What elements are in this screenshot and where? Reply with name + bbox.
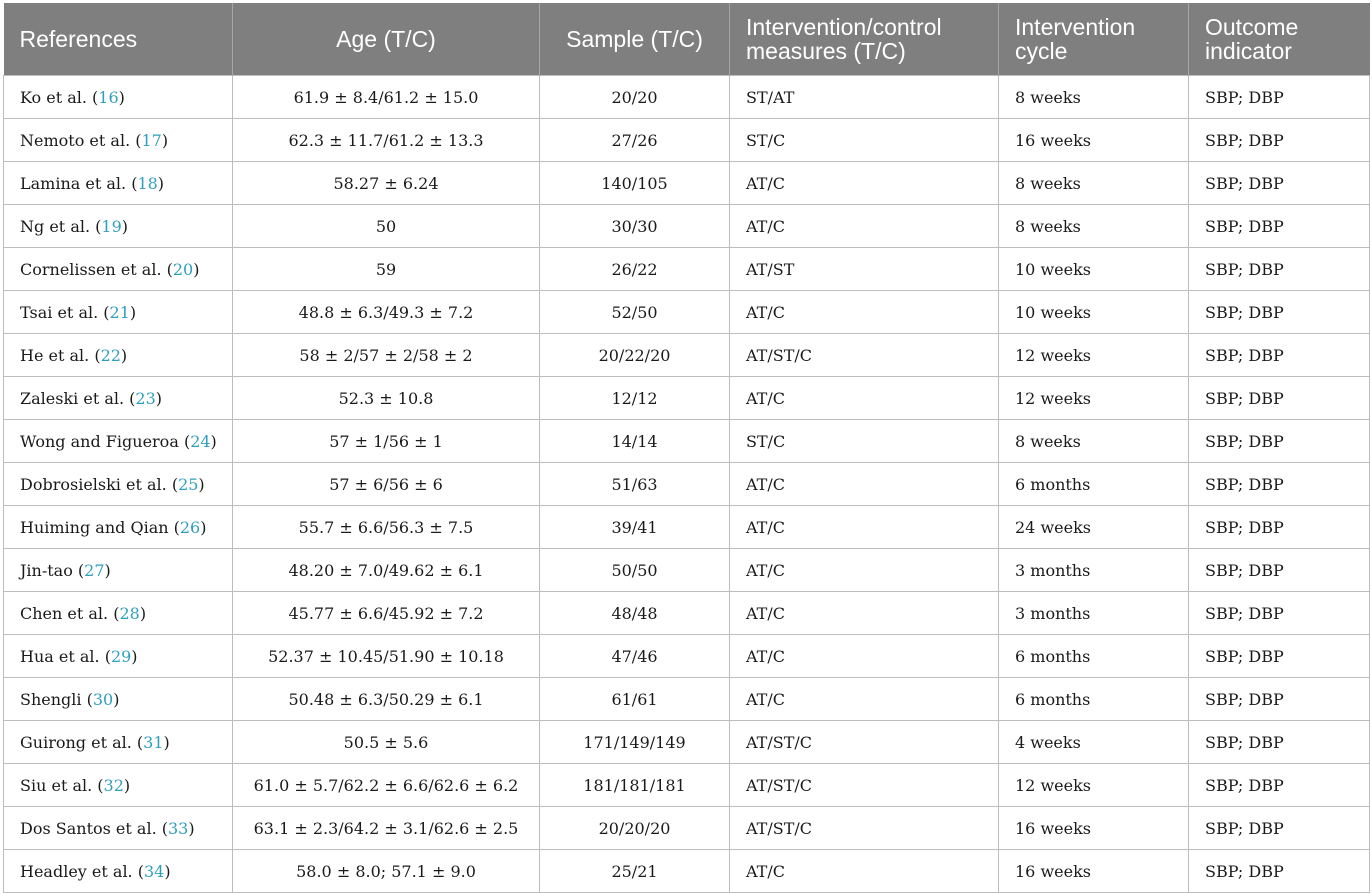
reference-link[interactable]: 19 <box>101 216 122 236</box>
cell-sample: 39/41 <box>540 506 730 549</box>
reference-close: ) <box>123 775 131 795</box>
cell-cycle: 6 months <box>999 678 1189 721</box>
reference-link[interactable]: 28 <box>119 603 140 623</box>
cell-outcome: SBP; DBP <box>1189 807 1370 850</box>
cell-age: 50 <box>233 205 540 248</box>
table-row <box>4 76 1370 119</box>
reference-close: ) <box>120 345 128 365</box>
reference-close: ) <box>104 560 111 580</box>
cell-intervention: AT/C <box>730 635 999 678</box>
reference-name: Dos Santos et al. ( <box>20 818 168 838</box>
reference-name: Dobrosielski et al. ( <box>20 474 179 494</box>
reference-name: Ko et al. ( <box>20 87 99 107</box>
cell-sample: 20/22/20 <box>540 334 730 377</box>
cell-sample: 48/48 <box>540 592 730 635</box>
reference-link[interactable]: 20 <box>172 259 194 279</box>
cell-age: 58 ± 2/57 ± 2/58 ± 2 <box>233 334 540 377</box>
reference-link[interactable]: 16 <box>98 87 119 107</box>
table-row <box>4 506 1370 549</box>
cell-outcome: SBP; DBP <box>1189 463 1370 506</box>
cell-cycle: 24 weeks <box>999 506 1189 549</box>
reference-close: ) <box>193 259 200 279</box>
cell-age: 45.77 ± 6.6/45.92 ± 7.2 <box>233 592 540 635</box>
reference-close: ) <box>155 388 163 408</box>
cell-intervention: AT/C <box>730 162 999 205</box>
cell-reference <box>4 162 233 205</box>
cell-intervention: AT/C <box>730 850 999 893</box>
reference-close: ) <box>129 302 137 322</box>
reference-close: ) <box>210 431 217 451</box>
cell-reference <box>4 764 233 807</box>
table-row <box>4 635 1370 678</box>
cell-intervention: AT/C <box>730 549 999 592</box>
cell-cycle: 16 weeks <box>999 119 1189 162</box>
reference-link[interactable]: 31 <box>143 732 164 752</box>
cell-intervention: AT/C <box>730 291 999 334</box>
header-sample: Sample (T/C) <box>540 3 730 76</box>
reference-name: Cornelissen et al. ( <box>20 259 173 279</box>
cell-reference <box>4 721 233 764</box>
cell-age: 52.37 ± 10.45/51.90 ± 10.18 <box>233 635 540 678</box>
table-row <box>4 549 1370 592</box>
table-row <box>4 291 1370 334</box>
cell-sample: 50/50 <box>540 549 730 592</box>
header-references: References <box>4 3 233 76</box>
reference-name: Lamina et al. ( <box>20 173 138 193</box>
header-outcome: Outcome indicator <box>1205 14 1299 64</box>
cell-age: 61.0 ± 5.7/62.2 ± 6.6/62.6 ± 6.2 <box>233 764 540 807</box>
reference-close: ) <box>188 818 195 838</box>
cell-outcome: SBP; DBP <box>1189 549 1370 592</box>
reference-link[interactable]: 21 <box>109 302 130 322</box>
cell-cycle: 16 weeks <box>999 850 1189 893</box>
cell-cycle: 10 weeks <box>999 291 1189 334</box>
cell-reference <box>4 807 233 850</box>
cell-outcome: SBP; DBP <box>1189 334 1370 377</box>
cell-reference <box>4 592 233 635</box>
header-intervention: Intervention/control measures (T/C) <box>730 3 999 76</box>
table-row <box>4 463 1370 506</box>
cell-reference <box>4 635 233 678</box>
reference-close: ) <box>200 517 207 537</box>
cell-sample: 27/26 <box>540 119 730 162</box>
reference-close: ) <box>113 689 120 709</box>
cell-intervention: AT/ST/C <box>730 721 999 764</box>
header-age: Age (T/C) <box>233 3 540 76</box>
cell-intervention: AT/C <box>730 592 999 635</box>
cell-sample: 51/63 <box>540 463 730 506</box>
table-row <box>4 162 1370 205</box>
cell-cycle: 6 months <box>999 635 1189 678</box>
reference-name: Wong and Figueroa ( <box>20 431 191 451</box>
table-row <box>4 764 1370 807</box>
cell-outcome: SBP; DBP <box>1189 248 1370 291</box>
cell-cycle: 3 months <box>999 592 1189 635</box>
cell-intervention: AT/C <box>730 463 999 506</box>
cell-intervention: AT/ST/C <box>730 764 999 807</box>
table-body <box>4 76 1370 893</box>
cell-intervention: AT/C <box>730 377 999 420</box>
cell-sample: 12/12 <box>540 377 730 420</box>
cell-cycle: 8 weeks <box>999 420 1189 463</box>
cell-reference <box>4 420 233 463</box>
cell-sample: 30/30 <box>540 205 730 248</box>
cell-reference <box>4 678 233 721</box>
cell-reference <box>4 850 233 893</box>
cell-outcome: SBP; DBP <box>1189 420 1370 463</box>
cell-intervention: AT/ST/C <box>730 807 999 850</box>
cell-age: 52.3 ± 10.8 <box>233 377 540 420</box>
cell-cycle: 12 weeks <box>999 377 1189 420</box>
reference-link[interactable]: 33 <box>167 818 189 838</box>
cell-age: 62.3 ± 11.7/61.2 ± 13.3 <box>233 119 540 162</box>
cell-cycle: 10 weeks <box>999 248 1189 291</box>
cell-outcome: SBP; DBP <box>1189 678 1370 721</box>
table-row <box>4 420 1370 463</box>
reference-link[interactable]: 30 <box>92 689 114 709</box>
cell-cycle: 6 months <box>999 463 1189 506</box>
table-row <box>4 205 1370 248</box>
table-container <box>3 3 1369 893</box>
cell-reference <box>4 291 233 334</box>
reference-close: ) <box>198 474 205 494</box>
reference-link[interactable]: 18 <box>137 173 158 193</box>
reference-name: Guirong et al. ( <box>20 732 144 752</box>
cell-sample: 61/61 <box>540 678 730 721</box>
studies-table <box>3 3 1370 893</box>
reference-name: Zaleski et al. ( <box>20 388 136 408</box>
reference-link[interactable]: 29 <box>110 646 132 666</box>
cell-cycle: 8 weeks <box>999 76 1189 119</box>
reference-close: ) <box>164 861 171 881</box>
cell-intervention: AT/ST <box>730 248 999 291</box>
reference-close: ) <box>131 646 138 666</box>
cell-sample: 181/181/181 <box>540 764 730 807</box>
reference-name: Ng et al. ( <box>20 216 102 236</box>
cell-sample: 47/46 <box>540 635 730 678</box>
cell-reference <box>4 506 233 549</box>
reference-link[interactable]: 26 <box>179 517 201 537</box>
cell-outcome: SBP; DBP <box>1189 119 1370 162</box>
cell-reference <box>4 549 233 592</box>
header-row <box>4 3 1370 76</box>
reference-close: ) <box>161 130 169 150</box>
cell-cycle: 8 weeks <box>999 205 1189 248</box>
table-row <box>4 377 1370 420</box>
cell-reference <box>4 248 233 291</box>
cell-age: 55.7 ± 6.6/56.3 ± 7.5 <box>233 506 540 549</box>
cell-reference <box>4 119 233 162</box>
reference-name: He et al. ( <box>20 345 101 365</box>
cell-cycle: 16 weeks <box>999 807 1189 850</box>
cell-age: 61.9 ± 8.4/61.2 ± 15.0 <box>233 76 540 119</box>
cell-intervention: AT/ST/C <box>730 334 999 377</box>
table-row <box>4 592 1370 635</box>
cell-outcome: SBP; DBP <box>1189 291 1370 334</box>
cell-sample: 20/20 <box>540 76 730 119</box>
cell-age: 58.27 ± 6.24 <box>233 162 540 205</box>
table-row <box>4 334 1370 377</box>
cell-outcome: SBP; DBP <box>1189 205 1370 248</box>
reference-close: ) <box>118 87 125 107</box>
table-row <box>4 248 1370 291</box>
cell-age: 57 ± 6/56 ± 6 <box>233 463 540 506</box>
reference-name: Siu et al. ( <box>20 775 104 795</box>
cell-reference <box>4 377 233 420</box>
cell-sample: 20/20/20 <box>540 807 730 850</box>
cell-cycle: 12 weeks <box>999 334 1189 377</box>
table-row <box>4 119 1370 162</box>
cell-intervention: AT/C <box>730 506 999 549</box>
cell-sample: 171/149/149 <box>540 721 730 764</box>
header-cycle: Intervention cycle <box>999 3 1189 76</box>
table-row <box>4 721 1370 764</box>
reference-close: ) <box>157 173 165 193</box>
reference-name: Hua et al. ( <box>20 646 111 666</box>
cell-cycle: 12 weeks <box>999 764 1189 807</box>
reference-name: Headley et al. ( <box>20 861 144 881</box>
cell-age: 50.5 ± 5.6 <box>233 721 540 764</box>
table-row <box>4 678 1370 721</box>
cell-outcome: SBP; DBP <box>1189 506 1370 549</box>
cell-outcome: SBP; DBP <box>1189 764 1370 807</box>
cell-outcome: SBP; DBP <box>1189 377 1370 420</box>
cell-age: 63.1 ± 2.3/64.2 ± 3.1/62.6 ± 2.5 <box>233 807 540 850</box>
reference-link[interactable]: 25 <box>178 474 199 494</box>
reference-close: ) <box>121 216 128 236</box>
cell-reference <box>4 463 233 506</box>
cell-age: 58.0 ± 8.0; 57.1 ± 9.0 <box>233 850 540 893</box>
reference-name: Shengli ( <box>20 689 93 709</box>
reference-name: Chen et al. ( <box>20 603 120 623</box>
reference-name: Huiming and Qian ( <box>20 517 180 537</box>
reference-name: Jin-tao ( <box>20 560 85 580</box>
cell-sample: 52/50 <box>540 291 730 334</box>
reference-link[interactable]: 23 <box>135 388 156 408</box>
cell-sample: 14/14 <box>540 420 730 463</box>
cell-reference <box>4 205 233 248</box>
cell-sample: 26/22 <box>540 248 730 291</box>
reference-link[interactable]: 32 <box>103 775 124 795</box>
cell-cycle: 8 weeks <box>999 162 1189 205</box>
cell-outcome: SBP; DBP <box>1189 850 1370 893</box>
reference-close: ) <box>139 603 147 623</box>
cell-intervention: AT/C <box>730 205 999 248</box>
cell-outcome: SBP; DBP <box>1189 592 1370 635</box>
cell-sample: 25/21 <box>540 850 730 893</box>
reference-name: Tsai et al. ( <box>20 302 110 322</box>
reference-link[interactable]: 27 <box>84 560 105 580</box>
cell-intervention: AT/C <box>730 678 999 721</box>
cell-outcome: SBP; DBP <box>1189 635 1370 678</box>
cell-outcome: SBP; DBP <box>1189 162 1370 205</box>
cell-outcome: SBP; DBP <box>1189 76 1370 119</box>
cell-age: 50.48 ± 6.3/50.29 ± 6.1 <box>233 678 540 721</box>
cell-reference <box>4 334 233 377</box>
cell-sample: 140/105 <box>540 162 730 205</box>
cell-age: 59 <box>233 248 540 291</box>
reference-name: Nemoto et al. ( <box>20 130 142 150</box>
cell-intervention: ST/C <box>730 119 999 162</box>
cell-intervention: ST/C <box>730 420 999 463</box>
reference-link[interactable]: 24 <box>190 431 211 451</box>
cell-cycle: 3 months <box>999 549 1189 592</box>
cell-age: 57 ± 1/56 ± 1 <box>233 420 540 463</box>
table-row <box>4 850 1370 893</box>
cell-intervention: ST/AT <box>730 76 999 119</box>
reference-link[interactable]: 34 <box>143 861 165 881</box>
reference-link[interactable]: 22 <box>100 345 121 365</box>
reference-link[interactable]: 17 <box>141 130 162 150</box>
reference-close: ) <box>163 732 170 752</box>
cell-reference <box>4 76 233 119</box>
table-row <box>4 807 1370 850</box>
cell-cycle: 4 weeks <box>999 721 1189 764</box>
cell-age: 48.20 ± 7.0/49.62 ± 6.1 <box>233 549 540 592</box>
cell-outcome: SBP; DBP <box>1189 721 1370 764</box>
cell-age: 48.8 ± 6.3/49.3 ± 7.2 <box>233 291 540 334</box>
